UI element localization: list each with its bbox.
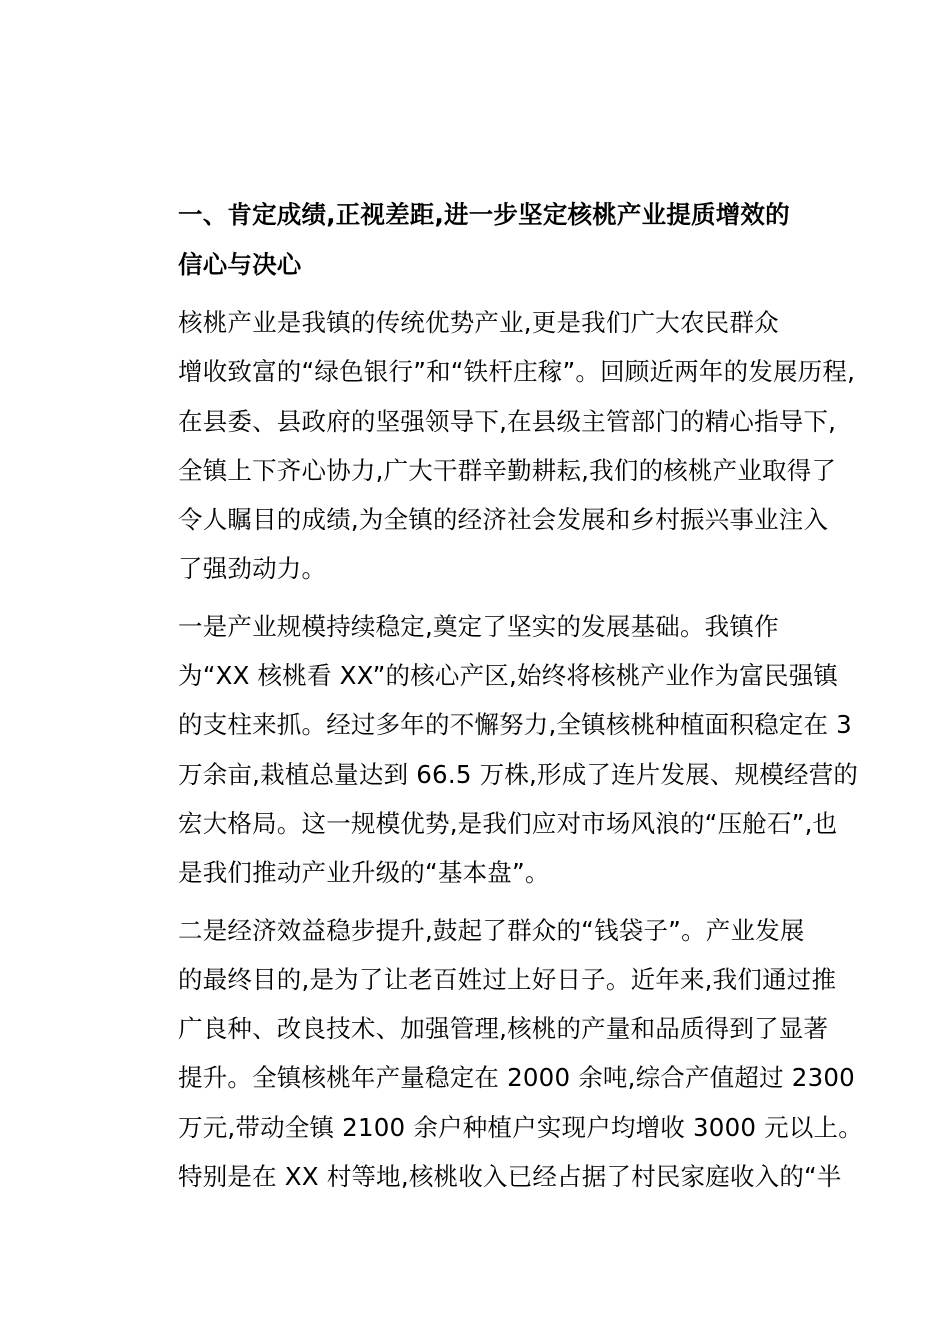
paragraph-line: 为“XX 核桃看 XX”的核心产区,始终将核桃产业作为富民强镇: [178, 661, 839, 691]
paragraph-line: 二是经济效益稳步提升,鼓起了群众的“钱袋子”。产业发展: [178, 915, 805, 945]
paragraph-line: 全镇上下齐心协力,广大干群辛勤耕耘,我们的核桃产业取得了: [178, 455, 837, 485]
paragraph-intro: [127, 298, 856, 594]
paragraph-line: 在县委、县政府的坚强领导下,在县级主管部门的精心指导下,: [178, 406, 837, 436]
paragraph-line: 特别是在 XX 村等地,核桃收入已经占据了村民家庭收入的“半: [178, 1162, 842, 1192]
paragraph-line: 增收致富的“绿色银行”和“铁杆庄稼”。回顾近两年的发展历程,: [178, 357, 856, 387]
paragraph-line: 一是产业规模持续稳定,奠定了坚实的发展基础。我镇作: [178, 611, 779, 641]
heading-line: 信心与决心: [178, 250, 302, 279]
paragraph-line: 了强劲动力。: [178, 554, 327, 584]
paragraph-line: 核桃产业是我镇的传统优势产业,更是我们广大农民群众: [178, 308, 779, 337]
paragraph-line: 广良种、改良技术、加强管理,核桃的产量和品质得到了显著: [178, 1014, 829, 1044]
paragraph-line: 的支柱来抓。经过多年的不懈努力,全镇核桃种植面积稳定在 3: [178, 710, 852, 740]
paragraph-line: 的最终目的,是为了让老百姓过上好日子。近年来,我们通过推: [178, 964, 837, 994]
paragraph-benefit: [127, 906, 863, 1202]
paragraph-line: 令人瞩目的成绩,为全镇的经济社会发展和乡村振兴事业注入: [178, 505, 829, 535]
paragraph-line: 宏大格局。这一规模优势,是我们应对市场风浪的“压舱石”,也: [178, 808, 838, 838]
paragraph-line: 提升。全镇核桃年产量稳定在 2000 余吨,综合产值超过 2300: [178, 1063, 855, 1093]
paragraph-line: 万元,带动全镇 2100 余户种植户实现户均增收 3000 元以上。: [178, 1112, 863, 1142]
heading-line: 一、肯定成绩,正视差距,进一步坚定核桃产业提质增效的: [178, 200, 790, 229]
paragraph-scale: [127, 602, 859, 898]
paragraph-line: 是我们推动产业升级的“基本盘”。: [178, 858, 550, 888]
section-heading: [127, 190, 827, 290]
document-body: [127, 190, 863, 1209]
paragraph-line: 万余亩,栽植总量达到 66.5 万株,形成了连片发展、规模经营的: [178, 759, 859, 789]
